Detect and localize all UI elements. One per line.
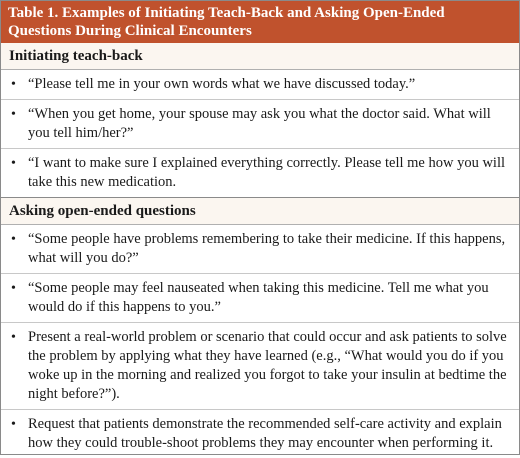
list-item-text: Present a real-world problem or scenario that could occur and ask patients to solve the problem by applying what they have learned (e.g., “What would you do if you woke up in the morning and realized you forgot to take your insulin at bedtime the night before?”). <box>28 329 507 402</box>
bullet-icon: • <box>11 156 16 171</box>
bullet-icon: • <box>11 232 16 247</box>
list-item <box>1 274 519 323</box>
list-item-text: “Some people have problems remembering to take their medicine. If this happens, what will you do?” <box>28 231 506 266</box>
bullet-icon: • <box>11 281 16 296</box>
table-title: Table 1. Examples of Initiating Teach-Back and Asking Open-Ended Questions During Clinical Encounters <box>1 1 519 43</box>
section-initiating-teach-back <box>1 43 519 197</box>
list-item-text: Request that patients demonstrate the recommended self-care activity and explain how they could trouble-shoot problems they may encounter when performing it. <box>28 416 502 451</box>
list-item <box>1 410 519 458</box>
section-heading: Asking open-ended questions <box>1 197 519 225</box>
list-item <box>1 225 519 274</box>
bullet-icon: • <box>11 417 16 432</box>
bullet-icon: • <box>11 330 16 345</box>
list-item-text: “Some people may feel nauseated when taking this medicine. Tell me what you would do if this happens to you.” <box>28 280 489 315</box>
section-asking-open-ended-questions <box>1 197 519 458</box>
list-item <box>1 323 519 410</box>
list-item <box>1 149 519 197</box>
list-item-text: “I want to make sure I explained everything correctly. Please tell me how you will take this new medication. <box>28 155 505 190</box>
list-item-text: “Please tell me in your own words what we have discussed today.” <box>28 76 416 92</box>
bullet-icon: • <box>11 107 16 122</box>
list-item <box>1 70 519 100</box>
bullet-icon: • <box>11 77 16 92</box>
list-item <box>1 100 519 149</box>
list-item-text: “When you get home, your spouse may ask you what the doctor said. What will you tell him/her?” <box>28 106 491 141</box>
section-heading: Initiating teach-back <box>1 43 519 70</box>
